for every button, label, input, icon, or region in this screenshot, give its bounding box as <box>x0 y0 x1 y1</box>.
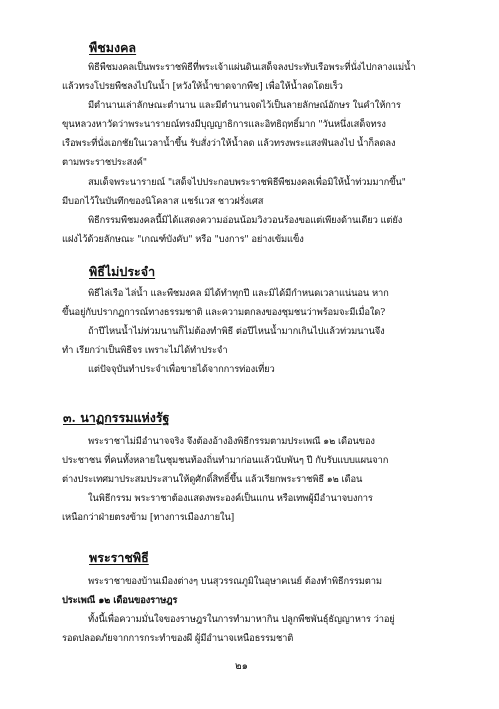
paragraph-line: สมเด็จพระนารายณ์ "เสด็จไปประกอบพระราชพิธีพืชมงคลเพื่อมิให้น้ำท่วมมากขึ้น" <box>88 177 406 188</box>
section-heading: พิธีไม่ประจำ <box>89 264 156 279</box>
paragraph-line: รอดปลอดภัยจากการกระทำของผี ผู้มีอำนาจเหนือธรรมชาติ <box>62 633 294 644</box>
paragraph-line: ประเพณี ๑๒ เดือนของราษฎร <box>62 595 178 606</box>
paragraph-line: มีตำนานเล่าลักษณะตำนาน และมีตำนานจดไว้เป็นลายลักษณ์อักษร ในคำให้การ <box>88 100 401 111</box>
section-heading: ๓. นาฏกรรมแห่งรัฐ <box>63 410 170 425</box>
paragraph-line: แล้วทรงโปรยพืชลงไปในน้ำ [หวังให้น้ำขาดจากพืช] เพื่อให้น้ำลดโดยเร็ว <box>62 81 343 92</box>
paragraph-line: เหนือกว่าฝ่ายตรงข้าม [ทางการเมืองภายใน] <box>62 512 235 523</box>
paragraph-line: ในพิธีกรรม พระราชาต้องแสดงพระองค์เป็นแกน หรือเทพผู้มีอำนาจบงการ <box>88 493 373 504</box>
paragraph-line: ต่างประเทศมาประสมประสานให้ดูศักดิ์สิทธิ์ขึ้น แล้วเรียกพระราชพิธี ๑๒ เดือน <box>62 474 363 485</box>
paragraph-line: ขึ้นอยู่กับปรากฏการณ์ทางธรรมชาติ และความตกลงของชุมชนว่าพร้อมจะมีเมื่อใด? <box>62 307 386 318</box>
paragraph-line: พระราชาไม่มีอำนาจจริง จึงต้องอ้างอิงพิธีกรรมตามประเพณี ๑๒ เดือนของ <box>88 436 375 447</box>
paragraph-line: ประชาชน ที่คนทั้งหลายในชุมชนท้องถิ่นทำมาก่อนแล้วนับพันๆ ปี กับรับแบบแผนจาก <box>62 455 389 466</box>
paragraph-line: ทั้งนี้เพื่อความมั่นใจของราษฎรในการทำมาหากิน ปลูกพืชพันธุ์ธัญญาหาร ว่าอยู่ <box>88 614 395 625</box>
paragraph-line: ทำ เรียกว่าเป็นพิธีจร เพราะไม่ได้ทำประจำ <box>62 345 228 356</box>
paragraph-line: พิธีพืชมงคลเป็นพระราชพิธีที่พระเจ้าแผ่นดินเสด็จลงประทับเรือพระที่นั่งไปกลางแม่น้ำ <box>88 62 416 73</box>
section-heading: พระราชพิธี <box>89 550 149 565</box>
paragraph-line: ตามพระราชประสงค์" <box>62 157 147 168</box>
section-heading: พืชมงคล <box>89 40 137 55</box>
paragraph-line: มีบอกไว้ในบันทึกของนิโคลาส แชร์แวส ชาวฝรั่งเศส <box>62 196 264 207</box>
paragraph-line: ขุนหลวงหาวัดว่าพระนารายณ์ทรงมีบุญญาธิการและอิทธิฤทธิ์มาก "วันหนึ่งเสด็จทรง <box>62 119 386 130</box>
paragraph-line: เรือพระที่นั่งเอกชัยในเวลาน้ำขึ้น รับสั่งว่าให้น้ำลด แล้วทรงพระแสงฟันลงไป น้ำก็ลดลง <box>62 138 396 149</box>
paragraph-line: ถ้าปีไหนน้ำไม่ท่วมนานก็ไม่ต้องทำพิธี ต่อปีไหนน้ำมากเกินไปแล้วท่วมนานจึง <box>88 326 385 337</box>
paragraph-line: พิธีกรรมพืชมงคลนี้มิได้แสดงความอ่อนน้อมวิงวอนร้องขอแต่เพียงด้านเดียว แต่ยัง <box>88 215 403 226</box>
page-number: ๒๑ <box>235 661 248 672</box>
paragraph-line: แต่ปัจจุบันทำประจำเพื่อขายได้จากการท่องเที่ยว <box>88 364 275 375</box>
paragraph-line: พระราชาของบ้านเมืองต่างๆ บนสุวรรณภูมิในอุษาคเนย์ ต้องทำพิธีกรรมตาม <box>88 576 382 587</box>
paragraph-line: แฝงไว้ด้วยลักษณะ "เกณฑ์บังคับ" หรือ "บงการ" อย่างเข้มแข็ง <box>62 234 304 245</box>
paragraph-line: พิธีไล่เรือ ไล่น้ำ และพืชมงคล มิได้ทำทุกปี และมิได้มีกำหนดเวลาแน่นอน หาก <box>88 288 389 299</box>
